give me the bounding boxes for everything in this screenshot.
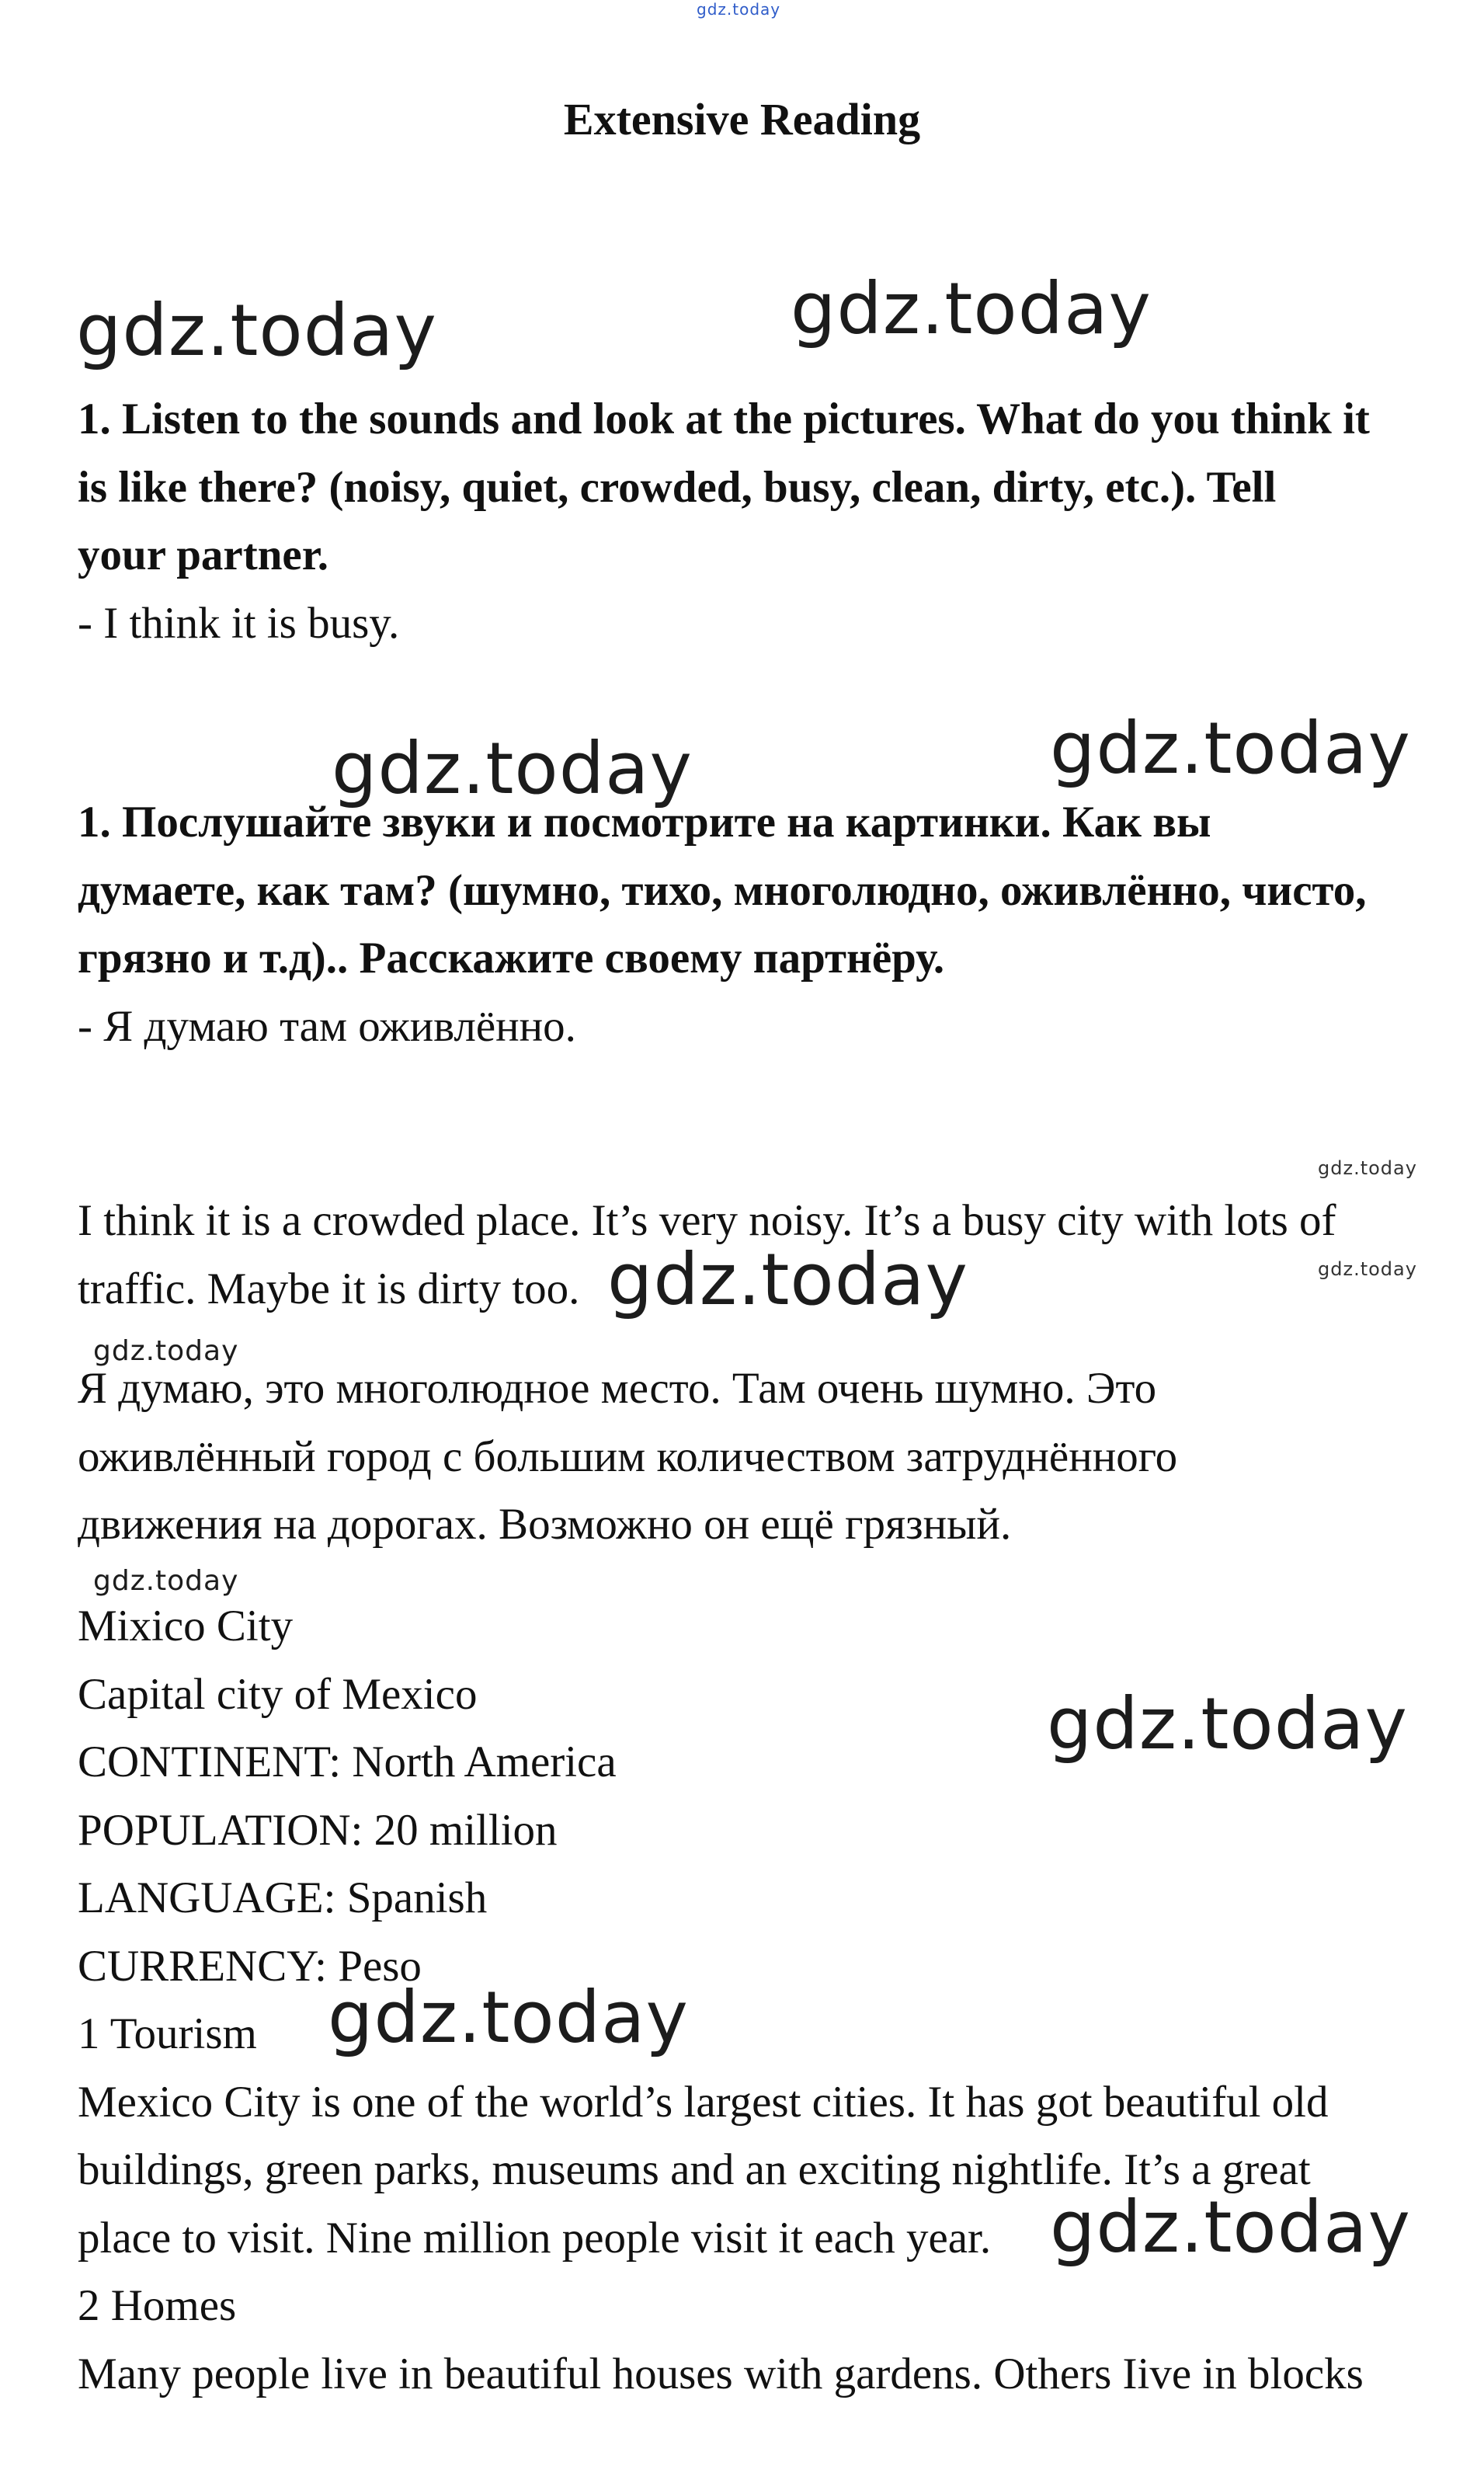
task-english-line: 1. Listen to the sounds and look at the pictures. What do you think it bbox=[78, 395, 1370, 443]
city-info-line: CURRENCY: Peso bbox=[78, 1941, 422, 1991]
answer-russian bbox=[78, 1355, 1413, 1559]
section-heading: 1 Tourism bbox=[78, 2009, 257, 2058]
task-english-example: - I think it is busy. bbox=[78, 598, 400, 648]
city-info-line: POPULATION: 20 million bbox=[78, 1805, 558, 1855]
task-russian-line: 1. Послушайте звуки и посмотрите на картинки. Как вы bbox=[78, 798, 1211, 847]
section-heading: 2 Homes bbox=[78, 2281, 237, 2330]
watermark-large: gdz.today bbox=[332, 727, 693, 810]
city-info-line: Mexico City is one of the world’s largest cities. It has got beautiful old bbox=[78, 2077, 1329, 2127]
task-english bbox=[78, 385, 1413, 657]
answer-english-line: I think it is a crowded place. It’s very noisy. It’s a busy city with lots of bbox=[78, 1196, 1336, 1245]
task-english-line: is like there? (noisy, quiet, crowded, busy, clean, dirty, etc.). Tell bbox=[78, 462, 1277, 512]
answer-russian-line: оживлённый город с большим количеством затруднённого bbox=[78, 1431, 1178, 1481]
watermark-medium: gdz.today bbox=[93, 1335, 239, 1367]
city-info-line: Mixico City bbox=[78, 1602, 294, 1650]
city-info-line: CONTINENT: North America bbox=[78, 1737, 617, 1786]
watermark-top: gdz.today bbox=[697, 0, 781, 19]
city-info-line: LANGUAGE: Spanish bbox=[78, 1873, 488, 1922]
city-info-line: Many people live in beautiful houses with gardens. Others Iive in blocks bbox=[78, 2349, 1364, 2398]
watermark-large: gdz.today bbox=[1050, 2186, 1411, 2269]
task-russian-line: грязно и т.д).. Расскажите своему партнёру. bbox=[78, 934, 945, 983]
task-english-line: your partner. bbox=[78, 530, 329, 579]
watermark-large: gdz.today bbox=[328, 1976, 689, 2059]
city-info-line: Capital city of Mexico bbox=[78, 1669, 478, 1719]
task-russian-example: - Я думаю там оживлённо. bbox=[78, 1001, 576, 1051]
watermark-large: gdz.today bbox=[1047, 1682, 1408, 1765]
answer-english-line: traffic. Maybe it is dirty too. bbox=[78, 1264, 580, 1313]
answer-russian-line: движения на дорогах. Возможно он ещё грязный. bbox=[78, 1500, 1012, 1549]
answer-russian-line: Я думаю, это многолюдное место. Там очень шумно. Это bbox=[78, 1364, 1157, 1413]
watermark-small: gdz.today bbox=[1318, 1157, 1417, 1179]
watermark-large: gdz.today bbox=[1050, 707, 1411, 790]
watermark-large: gdz.today bbox=[791, 267, 1152, 350]
task-russian-line: думаете, как там? (шумно, тихо, многолюдно, оживлённо, чисто, bbox=[78, 865, 1367, 915]
watermark-large: gdz.today bbox=[607, 1238, 968, 1321]
task-russian bbox=[78, 788, 1413, 1060]
page-title: Extensive Reading bbox=[563, 94, 921, 144]
watermark-medium: gdz.today bbox=[93, 1565, 239, 1597]
city-info-line: buildings, green parks, museums and an exciting nightlife. It’s a great bbox=[78, 2145, 1311, 2194]
watermark-large: gdz.today bbox=[76, 289, 437, 372]
watermark-small: gdz.today bbox=[1318, 1258, 1417, 1280]
city-info-line: place to visit. Nine million people visit it each year. bbox=[78, 2213, 992, 2263]
